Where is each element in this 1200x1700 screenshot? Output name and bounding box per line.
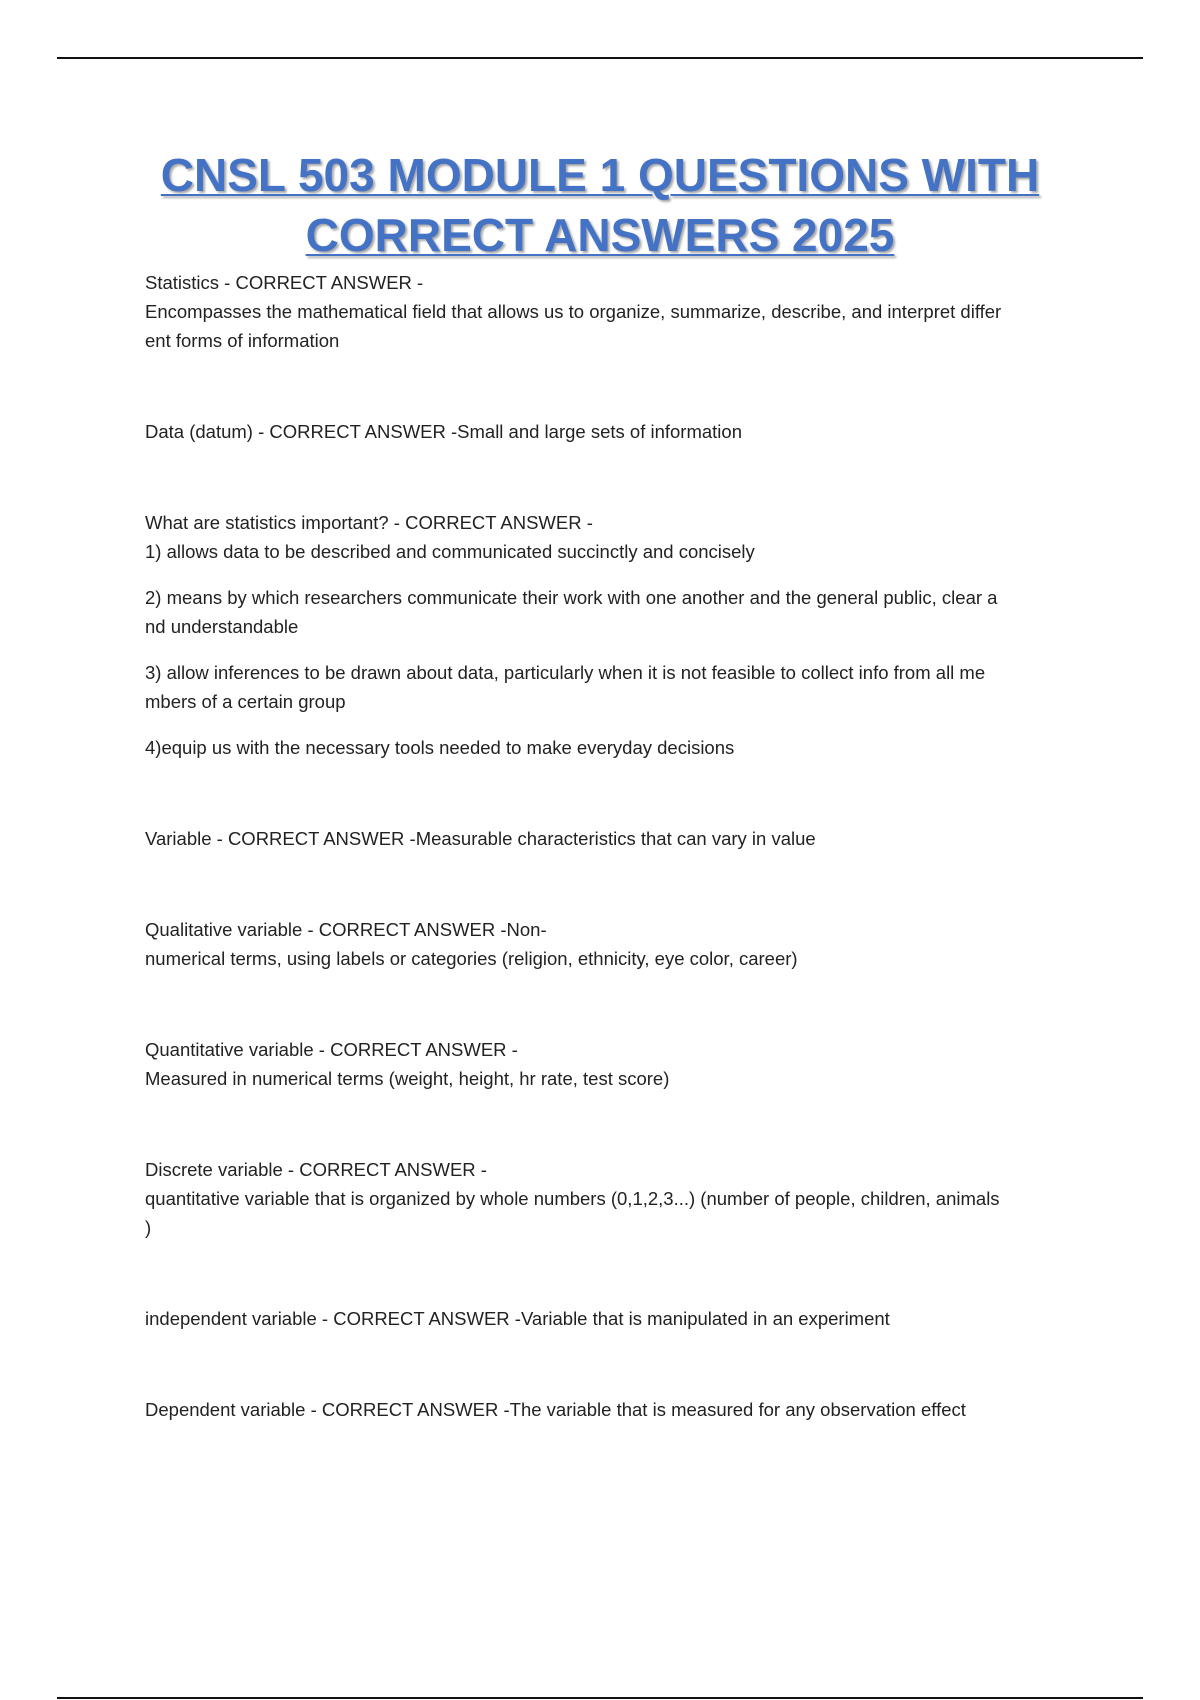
entry-term: Quantitative variable - CORRECT ANSWER - — [145, 1039, 518, 1060]
entry-answer: Encompasses the mathematical field that allows us to organize, summarize, describe, and interpret differ — [145, 301, 1002, 322]
entry-term: What are statistics important? - CORRECT ANSWER - — [145, 512, 593, 533]
point-3-cont: mbers of a certain group — [145, 691, 346, 712]
entry-qualitative — [145, 915, 1085, 973]
entry-data — [145, 417, 1085, 446]
entry-term: Dependent variable - CORRECT ANSWER -The variable that is measured for any observation effect — [145, 1399, 966, 1420]
entry-term: Qualitative variable - CORRECT ANSWER -Non- — [145, 919, 547, 940]
entry-variable — [145, 824, 1085, 853]
entry-term: independent variable - CORRECT ANSWER -Variable that is manipulated in an experiment — [145, 1308, 890, 1329]
entry-term: Variable - CORRECT ANSWER -Measurable characteristics that can vary in value — [145, 828, 816, 849]
document-body — [145, 268, 1085, 1424]
entry-important — [145, 508, 1085, 762]
entry-answer: ent forms of information — [145, 330, 340, 351]
point-2-cont: nd understandable — [145, 616, 299, 637]
top-rule — [57, 57, 1143, 59]
document-title — [100, 145, 1100, 265]
point-2: 2) means by which researchers communicate their work with one another and the general public, clear a — [145, 587, 998, 608]
entry-term: Data (datum) - CORRECT ANSWER -Small and large sets of information — [145, 421, 742, 442]
entry-dependent — [145, 1395, 1085, 1424]
point-4: 4)equip us with the necessary tools needed to make everyday decisions — [145, 737, 735, 758]
bottom-rule — [57, 1697, 1143, 1699]
title-line-1: CNSL 503 MODULE 1 QUESTIONS WITH — [160, 149, 1040, 201]
point-1: 1) allows data to be described and communicated succinctly and concisely — [145, 541, 755, 562]
entry-term: Statistics - CORRECT ANSWER - — [145, 272, 424, 293]
point-3: 3) allow inferences to be drawn about data, particularly when it is not feasible to collect info from all me — [145, 662, 986, 683]
entry-answer: quantitative variable that is organized by whole numbers (0,1,2,3...) (number of people, children, animals — [145, 1188, 1000, 1209]
entry-term: Discrete variable - CORRECT ANSWER - — [145, 1159, 487, 1180]
entry-independent — [145, 1304, 1085, 1333]
entry-statistics — [145, 268, 1085, 355]
title-line-2: CORRECT ANSWERS 2025 — [305, 209, 895, 261]
entry-quantitative — [145, 1035, 1085, 1093]
entry-discrete — [145, 1155, 1085, 1242]
entry-answer: Measured in numerical terms (weight, height, hr rate, test score) — [145, 1068, 670, 1089]
entry-answer: numerical terms, using labels or categories (religion, ethnicity, eye color, career) — [145, 948, 798, 969]
entry-answer: ) — [145, 1217, 152, 1238]
